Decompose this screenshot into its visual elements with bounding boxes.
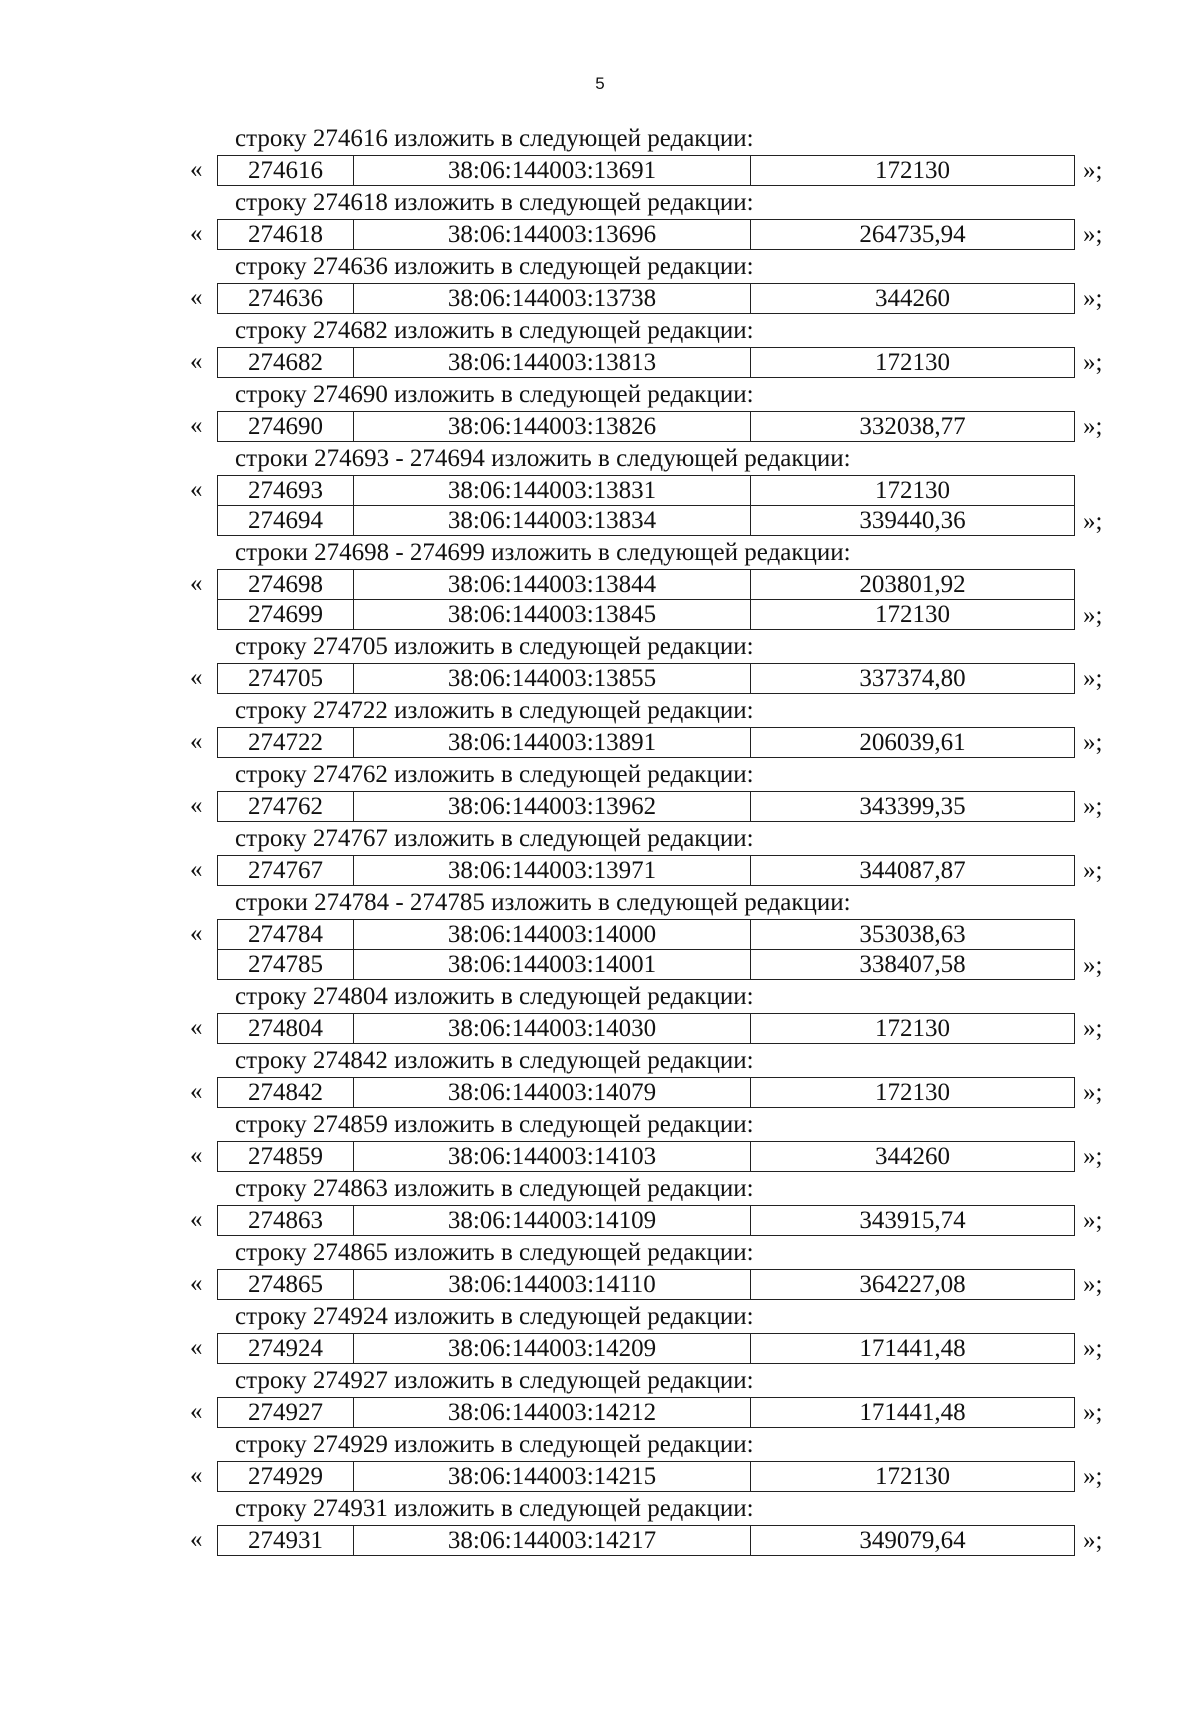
open-quote: « [190,1526,203,1553]
table-row [218,1398,1075,1428]
value-cell: 332038,77 [751,412,1075,442]
close-quote: »; [1083,1207,1103,1234]
amendment-block [190,475,1120,536]
value-cell: 343915,74 [751,1206,1075,1236]
amendment-heading: строку 274762 изложить в следующей редакции: [235,761,754,788]
amendment-table [217,411,1075,442]
cadastral-number-cell: 38:06:144003:13962 [354,792,751,822]
amendment-block [190,663,1120,694]
amendment-heading: строку 274705 изложить в следующей редакции: [235,633,754,660]
table-row [218,664,1075,694]
row-number-cell: 274863 [218,1206,354,1236]
row-number-cell: 274785 [218,950,354,980]
amendment-block [190,1205,1120,1236]
table-row [218,856,1075,886]
value-cell: 172130 [751,156,1075,186]
amendment-heading: строку 274924 изложить в следующей редакции: [235,1303,754,1330]
close-quote: »; [1083,508,1103,535]
amendment-heading: строку 274616 изложить в следующей редакции: [235,125,754,152]
value-cell: 172130 [751,1462,1075,1492]
amendment-table [217,1013,1075,1044]
value-cell: 344260 [751,284,1075,314]
cadastral-number-cell: 38:06:144003:14212 [354,1398,751,1428]
value-cell: 172130 [751,1014,1075,1044]
value-cell: 171441,48 [751,1334,1075,1364]
amendment-block [190,727,1120,758]
close-quote: »; [1083,665,1103,692]
cadastral-number-cell: 38:06:144003:14030 [354,1014,751,1044]
row-number-cell: 274636 [218,284,354,314]
close-quote: »; [1083,1271,1103,1298]
amendment-block [190,1461,1120,1492]
amendment-block [190,155,1120,186]
amendment-block [190,1077,1120,1108]
value-cell: 171441,48 [751,1398,1075,1428]
open-quote: « [190,1078,203,1105]
table-row [218,476,1075,506]
amendment-block [190,919,1120,980]
row-number-cell: 274784 [218,920,354,950]
table-row [218,1142,1075,1172]
open-quote: « [190,156,203,183]
value-cell: 337374,80 [751,664,1075,694]
row-number-cell: 274618 [218,220,354,250]
table-row [218,220,1075,250]
cadastral-number-cell: 38:06:144003:13831 [354,476,751,506]
close-quote: »; [1083,1463,1103,1490]
amendment-block [190,1525,1120,1556]
amendment-heading: строки 274698 - 274699 изложить в следующей редакции: [235,539,851,566]
close-quote: »; [1083,857,1103,884]
row-number-cell: 274694 [218,506,354,536]
close-quote: »; [1083,157,1103,184]
amendment-table [217,855,1075,886]
cadastral-number-cell: 38:06:144003:13971 [354,856,751,886]
cadastral-number-cell: 38:06:144003:13691 [354,156,751,186]
amendment-table [217,663,1075,694]
amendment-heading: строки 274784 - 274785 изложить в следующей редакции: [235,889,851,916]
close-quote: »; [1083,952,1103,979]
table-row [218,412,1075,442]
amendment-table [217,219,1075,250]
cadastral-number-cell: 38:06:144003:13826 [354,412,751,442]
row-number-cell: 274859 [218,1142,354,1172]
amendment-heading: строку 274690 изложить в следующей редакции: [235,381,754,408]
cadastral-number-cell: 38:06:144003:14103 [354,1142,751,1172]
amendment-table [217,283,1075,314]
amendment-heading: строку 274722 изложить в следующей редакции: [235,697,754,724]
open-quote: « [190,728,203,755]
row-number-cell: 274690 [218,412,354,442]
amendment-heading: строку 274931 изложить в следующей редакции: [235,1495,754,1522]
row-number-cell: 274927 [218,1398,354,1428]
open-quote: « [190,792,203,819]
value-cell: 344087,87 [751,856,1075,886]
cadastral-number-cell: 38:06:144003:13845 [354,600,751,630]
row-number-cell: 274682 [218,348,354,378]
row-number-cell: 274722 [218,728,354,758]
amendment-heading: строку 274929 изложить в следующей редакции: [235,1431,754,1458]
cadastral-number-cell: 38:06:144003:14110 [354,1270,751,1300]
open-quote: « [190,1014,203,1041]
cadastral-number-cell: 38:06:144003:14001 [354,950,751,980]
open-quote: « [190,1334,203,1361]
close-quote: »; [1083,602,1103,629]
amendments-list [190,122,1120,1556]
table-row [218,1462,1075,1492]
amendment-heading: строки 274693 - 274694 изложить в следующей редакции: [235,445,851,472]
table-row [218,506,1075,536]
open-quote: « [190,284,203,311]
table-row [218,570,1075,600]
value-cell: 172130 [751,476,1075,506]
value-cell: 339440,36 [751,506,1075,536]
amendment-heading: строку 274636 изложить в следующей редакции: [235,253,754,280]
row-number-cell: 274762 [218,792,354,822]
amendment-block [190,1333,1120,1364]
open-quote: « [190,220,203,247]
value-cell: 172130 [751,1078,1075,1108]
amendment-table [217,1461,1075,1492]
table-row [218,1270,1075,1300]
table-row [218,792,1075,822]
row-number-cell: 274699 [218,600,354,630]
open-quote: « [190,1398,203,1425]
table-row [218,1078,1075,1108]
close-quote: »; [1083,285,1103,312]
table-row [218,600,1075,630]
cadastral-number-cell: 38:06:144003:13738 [354,284,751,314]
cadastral-number-cell: 38:06:144003:13855 [354,664,751,694]
value-cell: 338407,58 [751,950,1075,980]
open-quote: « [190,1270,203,1297]
amendment-heading: строку 274865 изложить в следующей редакции: [235,1239,754,1266]
table-row [218,920,1075,950]
cadastral-number-cell: 38:06:144003:14079 [354,1078,751,1108]
amendment-block [190,1013,1120,1044]
close-quote: »; [1083,1079,1103,1106]
amendment-heading: строку 274842 изложить в следующей редакции: [235,1047,754,1074]
row-number-cell: 274705 [218,664,354,694]
cadastral-number-cell: 38:06:144003:13844 [354,570,751,600]
close-quote: »; [1083,349,1103,376]
amendment-block [190,1269,1120,1300]
open-quote: « [190,856,203,883]
amendment-table [217,1077,1075,1108]
cadastral-number-cell: 38:06:144003:13696 [354,220,751,250]
row-number-cell: 274616 [218,156,354,186]
open-quote: « [190,664,203,691]
table-row [218,156,1075,186]
cadastral-number-cell: 38:06:144003:13891 [354,728,751,758]
open-quote: « [190,920,203,947]
table-row [218,1334,1075,1364]
amendment-table [217,155,1075,186]
close-quote: »; [1083,1527,1103,1554]
amendment-heading: строку 274859 изложить в следующей редакции: [235,1111,754,1138]
open-quote: « [190,476,203,503]
cadastral-number-cell: 38:06:144003:14109 [354,1206,751,1236]
amendment-table [217,347,1075,378]
table-row [218,284,1075,314]
value-cell: 364227,08 [751,1270,1075,1300]
amendment-table [217,727,1075,758]
table-row [218,1014,1075,1044]
amendment-block [190,347,1120,378]
row-number-cell: 274842 [218,1078,354,1108]
table-row [218,1206,1075,1236]
amendment-table [217,1269,1075,1300]
value-cell: 353038,63 [751,920,1075,950]
table-row [218,348,1075,378]
table-row [218,728,1075,758]
close-quote: »; [1083,1335,1103,1362]
open-quote: « [190,1142,203,1169]
amendment-block [190,569,1120,630]
open-quote: « [190,412,203,439]
open-quote: « [190,1462,203,1489]
amendment-block [190,1141,1120,1172]
amendment-table [217,1141,1075,1172]
close-quote: »; [1083,729,1103,756]
amendment-table [217,1525,1075,1556]
row-number-cell: 274767 [218,856,354,886]
value-cell: 203801,92 [751,570,1075,600]
value-cell: 349079,64 [751,1526,1075,1556]
amendment-table [217,791,1075,822]
close-quote: »; [1083,1399,1103,1426]
row-number-cell: 274929 [218,1462,354,1492]
value-cell: 264735,94 [751,220,1075,250]
close-quote: »; [1083,793,1103,820]
close-quote: »; [1083,221,1103,248]
amendment-block [190,791,1120,822]
open-quote: « [190,1206,203,1233]
cadastral-number-cell: 38:06:144003:13813 [354,348,751,378]
page-number: 5 [595,74,605,93]
table-row [218,1526,1075,1556]
row-number-cell: 274698 [218,570,354,600]
close-quote: »; [1083,1143,1103,1170]
amendment-block [190,219,1120,250]
amendment-heading: строку 274804 изложить в следующей редакции: [235,983,754,1010]
row-number-cell: 274804 [218,1014,354,1044]
value-cell: 343399,35 [751,792,1075,822]
amendment-table [217,1333,1075,1364]
open-quote: « [190,570,203,597]
amendment-table [217,1397,1075,1428]
row-number-cell: 274931 [218,1526,354,1556]
amendment-block [190,855,1120,886]
value-cell: 206039,61 [751,728,1075,758]
amendment-block [190,411,1120,442]
amendment-table [217,1205,1075,1236]
amendment-block [190,1397,1120,1428]
value-cell: 172130 [751,600,1075,630]
value-cell: 344260 [751,1142,1075,1172]
amendment-heading: строку 274927 изложить в следующей редакции: [235,1367,754,1394]
close-quote: »; [1083,1015,1103,1042]
amendment-heading: строку 274767 изложить в следующей редакции: [235,825,754,852]
row-number-cell: 274924 [218,1334,354,1364]
amendment-heading: строку 274682 изложить в следующей редакции: [235,317,754,344]
table-row [218,950,1075,980]
cadastral-number-cell: 38:06:144003:13834 [354,506,751,536]
amendment-block [190,283,1120,314]
value-cell: 172130 [751,348,1075,378]
close-quote: »; [1083,413,1103,440]
row-number-cell: 274865 [218,1270,354,1300]
amendment-heading: строку 274863 изложить в следующей редакции: [235,1175,754,1202]
row-number-cell: 274693 [218,476,354,506]
cadastral-number-cell: 38:06:144003:14000 [354,920,751,950]
open-quote: « [190,348,203,375]
amendment-table [217,475,1075,536]
amendment-heading: строку 274618 изложить в следующей редакции: [235,189,754,216]
cadastral-number-cell: 38:06:144003:14215 [354,1462,751,1492]
cadastral-number-cell: 38:06:144003:14209 [354,1334,751,1364]
amendment-table [217,919,1075,980]
cadastral-number-cell: 38:06:144003:14217 [354,1526,751,1556]
amendment-table [217,569,1075,630]
